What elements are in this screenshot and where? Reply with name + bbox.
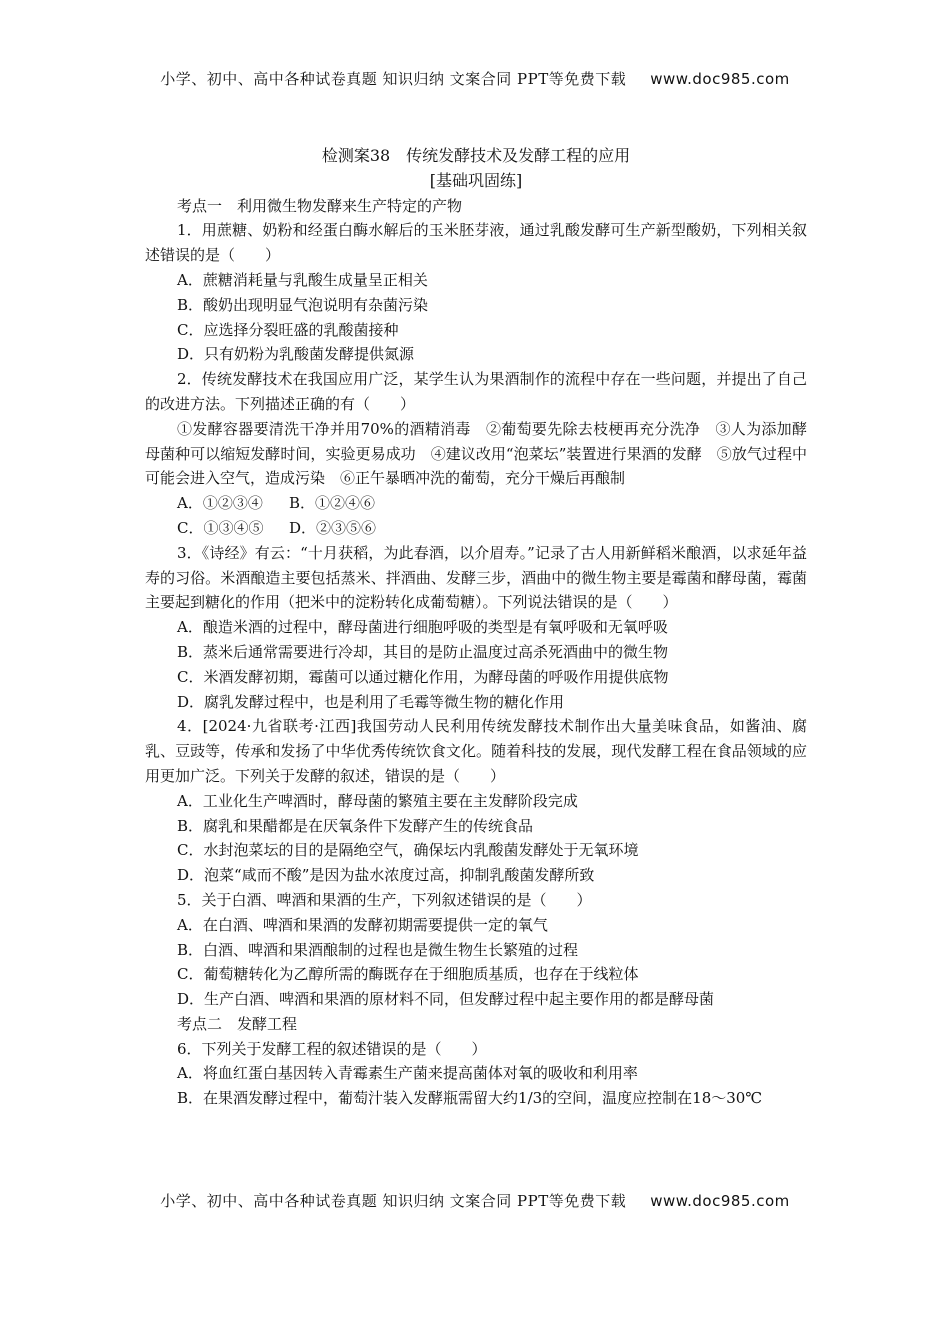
question-3-stem: 3．《诗经》有云：“十月获稻，为此春酒，以介眉寿。”记录了古人用新鲜稻米酿酒，以求延年益寿的习俗。米酒酿造主要包括蒸米、拌酒曲、发酵三步，酒曲中的微生物主要是霉菌和酵母菌，霉菌主要起到糖化的作用（把米中的淀粉转化成葡萄糖）。下列说法错误的是（ ） xyxy=(145,543,807,612)
question-2-option-a: A．①②③④ xyxy=(177,494,263,513)
question-4-option-a: A．工业化生产啤酒时，酵母菌的繁殖主要在主发酵阶段完成 xyxy=(177,791,578,810)
question-1-option-c: C．应选择分裂旺盛的乳酸菌接种 xyxy=(177,320,399,339)
footer-text: 小学、初中、高中各种试卷真题 知识归纳 文案合同 PPT等免费下载 xyxy=(160,1192,627,1210)
question-2-stem: 2．传统发酵技术在我国应用广泛，某学生认为果酒制作的流程中存在一些问题，并提出了自己的改进方法。下列描述正确的有（ ） xyxy=(145,370,807,413)
question-1-option-a: A．蔗糖消耗量与乳酸生成量呈正相关 xyxy=(177,270,428,289)
question-2-options-ab xyxy=(145,491,807,516)
question-3-option-c: C．米酒发酵初期，霉菌可以通过糖化作用，为酵母菌的呼吸作用提供底物 xyxy=(177,667,669,686)
page-header xyxy=(0,68,950,89)
question-1-stem: 1．用蔗糖、奶粉和经蛋白酶水解后的玉米胚芽液，通过乳酸发酵可生产新型酸奶，下列相关叙述错误的是（ ） xyxy=(145,221,807,265)
question-4-option-c: C．水封泡菜坛的目的是隔绝空气，确保坛内乳酸菌发酵处于无氧环境 xyxy=(177,841,639,860)
page-footer xyxy=(0,1190,950,1211)
section-heading-2: 考点二 发酵工程 xyxy=(177,1014,298,1033)
header-text: 小学、初中、高中各种试卷真题 知识归纳 文案合同 PPT等免费下载 xyxy=(160,70,627,88)
question-2-items: ①发酵容器要清洗干净并用70%的酒精消毒 ②葡萄要先除去枝梗再充分洗净 ③人为添加酵母菌种可以缩短发酵时间，实验更易成功 ④建议改用“泡菜坛”装置进行果酒的发酵 ⑤放气过程中可能会进入空气，造成污染 ⑥正午暴晒冲洗的葡萄，充分干燥后再酿制 xyxy=(145,419,807,488)
page-title: 检测案38 传统发酵技术及发酵工程的应用 xyxy=(321,146,631,165)
question-3-option-d: D．腐乳发酵过程中，也是利用了毛霉等微生物的糖化作用 xyxy=(177,692,565,711)
question-2-option-b: B．①②④⑥ xyxy=(289,494,376,513)
question-6-stem: 6．下列关于发酵工程的叙述错误的是（ ） xyxy=(177,1039,487,1058)
question-4-option-d: D．泡菜“咸而不酸”是因为盐水浓度过高，抑制乳酸菌发酵所致 xyxy=(177,866,595,885)
question-6-option-b: B．在果酒发酵过程中，葡萄汁装入发酵瓶需留大约1/3的空间，温度应控制在18～30℃ xyxy=(177,1089,763,1108)
question-6-option-a: A．将血红蛋白基因转入青霉素生产菌来提高菌体对氧的吸收和利用率 xyxy=(177,1064,638,1083)
question-5-option-b: B．白酒、啤酒和果酒酿制的过程也是微生物生长繁殖的过程 xyxy=(177,940,579,959)
question-2-option-d: D．②③⑤⑥ xyxy=(289,518,377,537)
question-1-option-b: B．酸奶出现明显气泡说明有杂菌污染 xyxy=(177,295,429,314)
question-2-option-c: C．①③④⑤ xyxy=(177,518,264,537)
section-heading-1: 考点一 利用微生物发酵来生产特定的产物 xyxy=(177,196,463,215)
question-1-option-d: D．只有奶粉为乳酸菌发酵提供氮源 xyxy=(177,345,415,364)
question-3-option-a: A．酿造米酒的过程中，酵母菌进行细胞呼吸的类型是有氧呼吸和无氧呼吸 xyxy=(177,618,668,637)
question-2-options-cd xyxy=(145,516,807,541)
document-body xyxy=(145,144,807,1111)
question-4-option-b: B．腐乳和果醋都是在厌氧条件下发酵产生的传统食品 xyxy=(177,816,534,835)
footer-site-link[interactable]: www.doc985.com xyxy=(650,1192,790,1210)
page-subtitle: [基础巩固练] xyxy=(429,170,523,190)
question-5-option-a: A．在白酒、啤酒和果酒的发酵初期需要提供一定的氧气 xyxy=(177,915,548,934)
question-4-stem: 4．[2024·九省联考·江西]我国劳动人民利用传统发酵技术制作出大量美味食品，如酱油、腐乳、豆豉等，传承和发扬了中华优秀传统饮食文化。随着科技的发展，现代发酵工程在食品领域的应用更加广泛。下列关于发酵的叙述，错误的是（ ） xyxy=(145,717,807,785)
question-5-option-d: D．生产白酒、啤酒和果酒的原材料不同，但发酵过程中起主要作用的都是酵母菌 xyxy=(177,990,715,1009)
question-5-option-c: C．葡萄糖转化为乙醇所需的酶既存在于细胞质基质，也存在于线粒体 xyxy=(177,965,639,984)
header-site-link[interactable]: www.doc985.com xyxy=(650,70,790,88)
question-5-stem: 5．关于白酒、啤酒和果酒的生产，下列叙述错误的是（ ） xyxy=(177,890,592,909)
question-3-option-b: B．蒸米后通常需要进行冷却，其目的是防止温度过高杀死酒曲中的微生物 xyxy=(177,642,669,661)
